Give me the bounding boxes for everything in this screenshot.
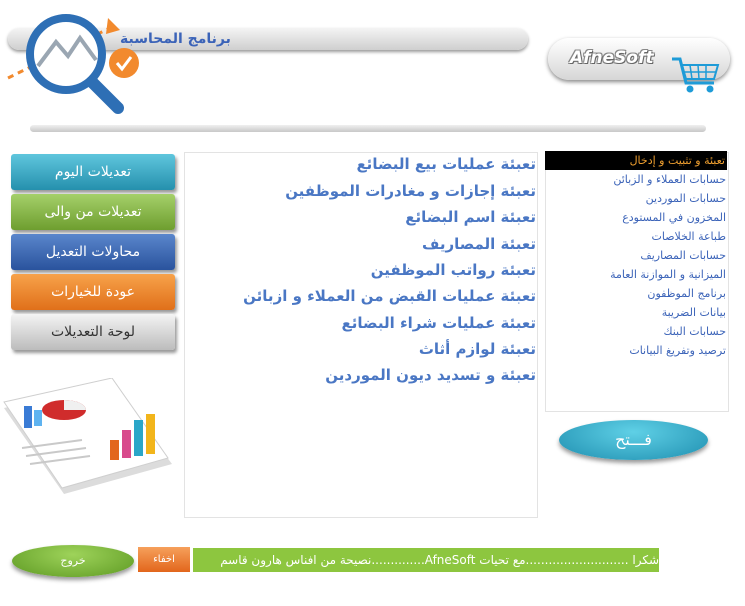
brand-logo-text: AfneSoft <box>570 48 654 68</box>
app-title: برنامج المحاسبة <box>120 31 231 47</box>
edits-from-to-button[interactable]: تعديلات من والى <box>11 194 175 230</box>
list-item[interactable]: الميزانية و الموازنة العامة <box>610 268 726 281</box>
list-item[interactable]: ترصيد وتفريغ البيانات <box>629 344 726 357</box>
option-line[interactable]: تعبئة لوازم أثاث <box>418 340 536 358</box>
report-illustration-icon <box>2 378 174 500</box>
list-item[interactable]: حسابات العملاء و الزبائن <box>613 173 726 186</box>
list-item[interactable]: برنامج الموظفون <box>647 287 726 300</box>
list-item[interactable]: حسابات البنك <box>663 325 726 338</box>
open-button[interactable]: فـــتح <box>559 420 708 460</box>
list-item-selected[interactable]: تعبئة و تثبيت و إدخال <box>545 151 727 170</box>
list-item[interactable]: المخزون في المستودع <box>622 211 726 224</box>
options-panel <box>184 152 538 518</box>
exit-button[interactable]: خروج <box>12 545 134 577</box>
option-line[interactable]: تعبئة المصاريف <box>421 235 536 253</box>
hide-button[interactable]: اخفاء <box>138 547 190 572</box>
shopping-cart-icon <box>670 55 722 95</box>
option-line[interactable]: تعبئة اسم البضائع <box>405 208 536 226</box>
option-line[interactable]: تعبئة عمليات بيع البضائع <box>356 155 536 173</box>
option-line[interactable]: تعبئة عمليات القبض من العملاء و ازبائن <box>243 287 536 305</box>
list-item[interactable]: طباعة الخلاصات <box>651 230 726 243</box>
edit-attempts-button[interactable]: محاولات التعديل <box>11 234 175 270</box>
magnifier-logo-icon <box>0 8 150 116</box>
today-edits-button[interactable]: تعديلات اليوم <box>11 154 175 190</box>
option-line[interactable]: تعبئة عمليات شراء البضائع <box>341 314 536 332</box>
option-line[interactable]: تعبئة رواتب الموظفين <box>370 261 536 279</box>
list-item[interactable]: بيانات الضريبة <box>661 306 726 319</box>
option-line[interactable]: تعبئة و تسديد ديون الموردين <box>325 366 536 384</box>
marquee-ticker: شكرا ...........................مع تحيات AfneSoft..............نصيحة من افناس هارون قاسم <box>193 548 659 572</box>
edits-board-button[interactable]: لوحة التعديلات <box>11 314 175 350</box>
option-line[interactable]: تعبئة إجازات و مغادرات الموظفين <box>285 182 536 200</box>
header-separator <box>30 125 706 132</box>
list-item[interactable]: حسابات المصاريف <box>640 249 726 262</box>
back-to-options-button[interactable]: عودة للخيارات <box>11 274 175 310</box>
list-item[interactable]: حسابات الموردين <box>645 192 726 205</box>
